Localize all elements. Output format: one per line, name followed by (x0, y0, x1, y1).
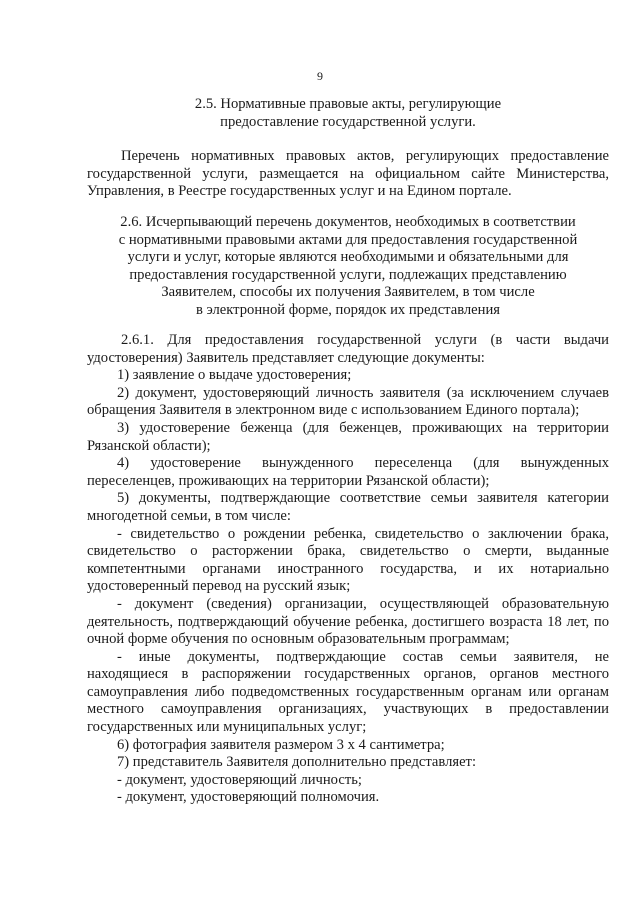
text-line: государственных или муниципальных услуг; (87, 719, 367, 736)
list-item: 3) удостоверение беженца (для беженцев, проживающих на территории (117, 419, 609, 436)
heading-line: услуги и услуг, которые являются необходимыми и обязательными для (127, 249, 569, 266)
list-item: 7) представитель Заявителя дополнительно представляет: (117, 754, 476, 771)
heading-line: в электронной форме, порядок их представления (195, 301, 500, 318)
list-item: 4) удостоверение вынужденного переселенца (для вынужденных (117, 455, 609, 472)
list-item: 6) фотография заявителя размером 3 х 4 сантиметра; (117, 736, 445, 753)
text-line: переселенцев, проживающих на территории Рязанской области); (87, 472, 490, 489)
text-line: находящиеся в распоряжении государственных органов, органов местного (87, 666, 609, 683)
text-line: удостоверенный перевод на русский язык; (87, 578, 351, 595)
text-line: деятельность, подтверждающий обучение ребенка, достигшего возраста 18 лет, по (87, 613, 609, 630)
list-item: - документ, удостоверяющий полномочия. (117, 789, 380, 806)
heading-line: Заявителем, способы их получения Заявителем, в том числе (161, 284, 535, 301)
list-item: 5) документы, подтверждающие соответствие семьи заявителя категории (117, 490, 609, 507)
text-line: Управления, в Реестре государственных услуг и на Едином портале. (87, 183, 512, 200)
text-line: свидетельство о расторжении брака, свидетельство о смерти, выданные (87, 543, 609, 560)
list-item: - иные документы, подтверждающие состав семьи заявителя, не (117, 648, 609, 665)
section-2-5-title (87, 96, 609, 131)
list-item: - документ (сведения) организации, осуществляющей образовательную (117, 595, 609, 612)
heading-line: 2.5. Нормативные правовые акты, регулирующие (194, 96, 502, 112)
text-line: обращения Заявителя в электронном виде с использованием Единого портала); (87, 402, 580, 419)
text-line: 2.6.1. Для предоставления государственной услуги (в части выдачи (121, 332, 609, 348)
text-line: Рязанской области); (87, 437, 211, 454)
list-item: 1) заявление о выдаче удостоверения; (117, 367, 352, 384)
text-line: самоуправления либо подведомственных государственным органам или органам (87, 683, 609, 700)
text-line: компетентными органами иностранного государства, и их нотариально (87, 560, 609, 577)
heading-line: 2.6. Исчерпывающий перечень документов, необходимых в соответствии (120, 214, 576, 230)
section-2-6-title (87, 214, 609, 320)
text-line: очной форме обучения по основным образовательным программам; (87, 631, 510, 648)
text-line: удостоверения) Заявитель представляет следующие документы: (87, 349, 485, 366)
section-2-6-1-body (87, 332, 609, 807)
text-line: государственной услуги, размещается на официальном сайте Министерства, (87, 165, 609, 182)
heading-line: с нормативными правовыми актами для предоставления государственной (118, 231, 578, 248)
section-2-5-paragraph (87, 148, 609, 201)
list-item: - документ, удостоверяющий личность; (117, 771, 362, 788)
heading-line: предоставление государственной услуги. (220, 113, 476, 130)
text-line: многодетной семьи, в том числе: (87, 507, 291, 524)
text-line: местного самоуправления организациях, участвующих в предоставлении (87, 701, 609, 718)
text-line: Перечень нормативных правовых актов, регулирующих предоставление (121, 148, 609, 164)
list-item: - свидетельство о рождении ребенка, свидетельство о заключении брака, (117, 525, 609, 542)
heading-line: предоставления государственной услуги, подлежащих представлению (129, 266, 567, 283)
list-item: 2) документ, удостоверяющий личность заявителя (за исключением случаев (117, 384, 609, 401)
page-number: 9 (317, 69, 323, 83)
